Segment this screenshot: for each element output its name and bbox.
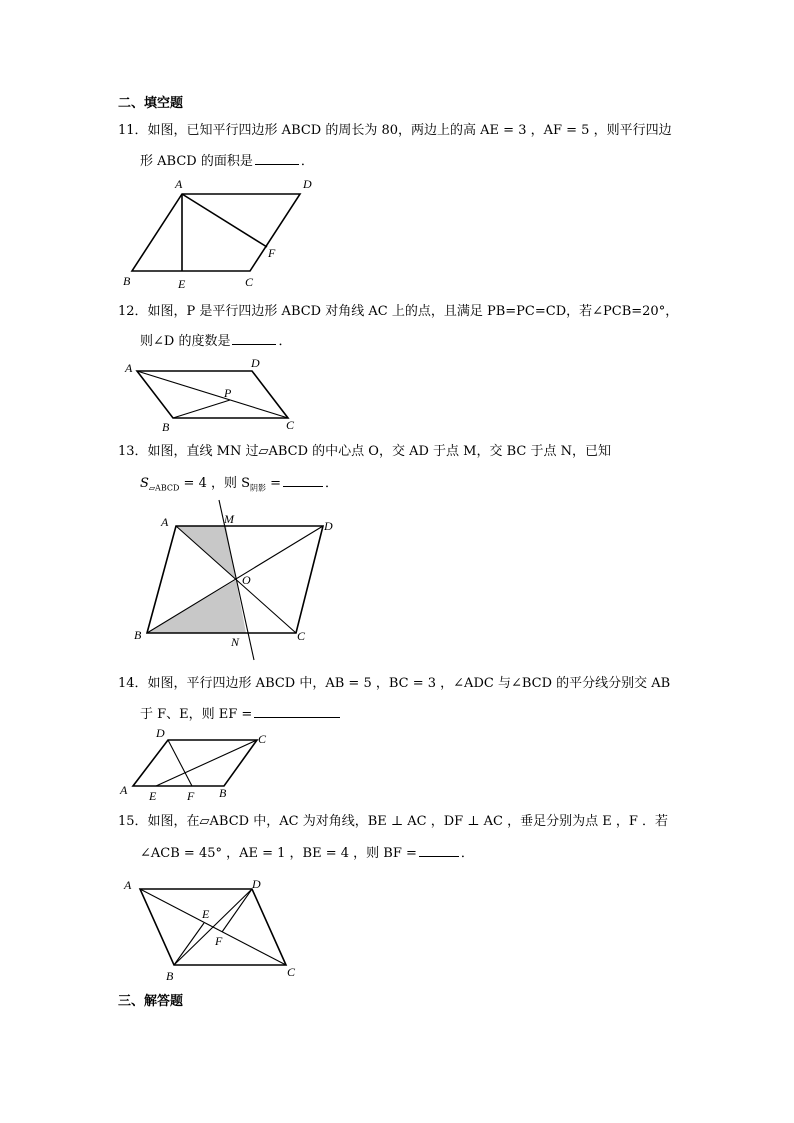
q14-prefix: 于 F、E，则 EF = xyxy=(140,707,253,722)
q11-suffix: ． xyxy=(300,154,314,169)
q15-figure xyxy=(118,870,313,985)
q15-suffix: ． xyxy=(460,846,474,861)
q14-figure xyxy=(116,724,286,804)
q14-label-f: F xyxy=(187,789,195,803)
q15-label-a: A xyxy=(124,878,132,892)
q13-label-o: O xyxy=(242,573,251,587)
q13-text-line2 xyxy=(140,472,338,498)
section-fill-blank-heading: 二、填空题 xyxy=(118,96,184,111)
q15-label-e: E xyxy=(202,907,210,921)
q12-segment-pb xyxy=(173,400,230,418)
q11-label-c: C xyxy=(245,275,254,289)
q12-label-p: P xyxy=(224,386,232,400)
q14-answer-blank[interactable] xyxy=(254,703,340,718)
q11-label-b: B xyxy=(123,274,131,288)
q13-shade-bottom xyxy=(147,580,246,633)
q12-suffix: ． xyxy=(278,334,292,349)
q12-label-c: C xyxy=(286,418,295,432)
q12-text-line1: 12．如图，P 是平行四边形 ABCD 对角线 AC 上的点，且满足 PB=PC=CD，若∠PCB=20°， xyxy=(118,304,679,319)
q13-label-m: M xyxy=(224,512,234,526)
q13-eq: = xyxy=(266,476,282,491)
q12-figure xyxy=(120,355,310,435)
q15-label-b: B xyxy=(166,969,174,983)
q13-text-line1: 13．如图，直线 MN 过▱ABCD 的中心点 O，交 AD 于点 M，交 BC 于点 N，已知 xyxy=(118,444,611,459)
q15-answer-blank[interactable] xyxy=(419,842,459,857)
q13-s-symbol: S xyxy=(140,476,149,491)
q13-s-subscript2: 阴影 xyxy=(250,483,267,493)
q14-parallelogram xyxy=(133,740,257,786)
q13-suffix: ． xyxy=(325,476,339,491)
q11-label-f: F xyxy=(268,246,276,260)
q13-s-subscript1: ▱ABCD xyxy=(148,483,180,493)
q12-text-line2 xyxy=(140,330,291,351)
q11-figure xyxy=(115,172,325,292)
q14-label-e: E xyxy=(149,789,157,803)
q12-label-a: A xyxy=(125,361,133,375)
section-answer-heading: 三、解答题 xyxy=(118,994,184,1009)
q14-text-line2 xyxy=(140,703,342,724)
q14-text-line1: 14．如图，平行四边形 ABCD 中，AB = 5 ，BC = 3 ，∠ADC 与∠BCD 的平分线分别交 AB xyxy=(118,676,671,691)
q12-diagonal-ac xyxy=(137,371,288,418)
q15-text-line1: 15．如图，在▱ABCD 中，AC 为对角线，BE ⊥ AC ，DF ⊥ AC ，垂足分别为点 E ，F ．若 xyxy=(118,814,668,829)
q11-prefix: 形 ABCD 的面积是 xyxy=(140,154,253,169)
q15-perp-df xyxy=(222,889,252,932)
q15-text-line2 xyxy=(140,842,474,863)
q14-label-c: C xyxy=(258,732,267,746)
q11-label-a: A xyxy=(175,177,183,191)
q11-height-af xyxy=(182,194,267,247)
q15-diagonal-bd xyxy=(174,889,252,965)
q15-prefix: ∠ACB = 45° ，AE = 1 ，BE = 4 ，则 BF = xyxy=(140,846,417,861)
q13-label-a: A xyxy=(161,515,169,529)
q11-text-line2 xyxy=(140,150,314,171)
q12-label-d: D xyxy=(251,356,260,370)
q11-answer-blank[interactable] xyxy=(255,150,299,165)
q14-label-d: D xyxy=(156,726,165,740)
q14-label-b: B xyxy=(219,786,227,800)
q13-label-b: B xyxy=(134,628,142,642)
q13-label-d: D xyxy=(324,519,333,533)
q13-label-c: C xyxy=(297,629,306,643)
q13-mid: = 4 ，则 S xyxy=(179,476,251,491)
q12-prefix: 则∠D 的度数是 xyxy=(140,334,231,349)
q11-label-d: D xyxy=(303,177,312,191)
q15-label-f: F xyxy=(215,934,223,948)
q13-figure xyxy=(130,500,345,665)
q14-label-a: A xyxy=(120,783,128,797)
q12-label-b: B xyxy=(162,420,170,434)
q11-text-line1: 11．如图，已知平行四边形 ABCD 的周长为 80，两边上的高 AE = 3 ，AF = 5 ，则平行四边 xyxy=(118,123,672,138)
q13-answer-blank[interactable] xyxy=(283,472,323,487)
q15-label-c: C xyxy=(287,965,296,979)
q13-label-n: N xyxy=(231,635,240,649)
q12-answer-blank[interactable] xyxy=(232,330,276,345)
q15-perp-be xyxy=(174,923,204,965)
q11-label-e: E xyxy=(178,277,186,291)
q15-label-d: D xyxy=(252,877,261,891)
